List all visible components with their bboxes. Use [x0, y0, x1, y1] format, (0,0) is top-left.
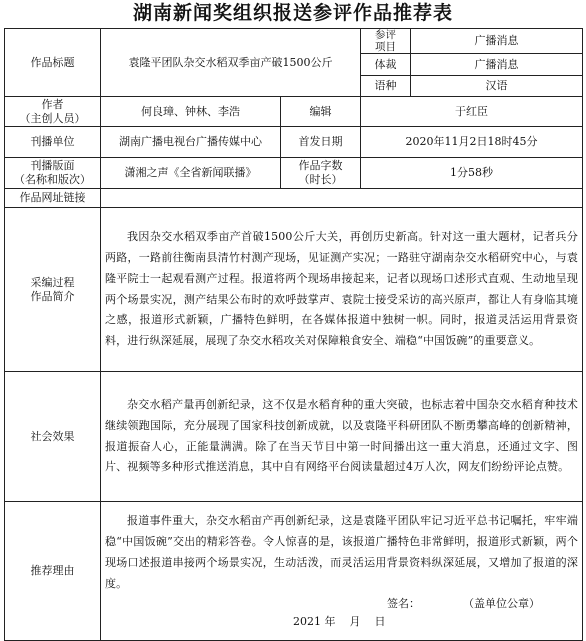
first-release-date-label: 首发日期 [281, 127, 361, 158]
length-value: 1分58秒 [361, 158, 583, 189]
recommendation-reason-text: 报道事件重大，杂交水稻亩产再创新纪录，这是袁隆平团队牢记习近平总书记嘱托，牢牢端稳“中国饭碗”交出的精彩答卷。令人惊喜的是，该报道广播特色非常鲜明，报道形式新颖，两个现场口述报道串接两个场景实况，生动活泼，而灵活运用背景资料纵深延展，又增加了报道的深度。 [105, 514, 578, 590]
row-process-summary [5, 208, 583, 372]
process-summary-label-text: 采编过程 作品简介 [30, 275, 75, 303]
recommendation-form [4, 28, 583, 641]
author-label-text: 作者 （主创人员） [19, 97, 86, 125]
signature-label: 签名： [387, 596, 420, 610]
social-effect-text: 杂交水稻产量再创新纪录，这不仅是水稻育种的重大突破，也标志着中国杂交水稻育种技术继续领跑国际，充分展现了国家科技创新成就，以及袁隆平科研团队不断勇攀高峰的创新精神，报道振奋人心，正能量满满。除了在当天节目中第一时间播出这一重大消息，还通过文字、图片、视频等多种形式推送消息，其中自有网络平台阅读量超过4万人次，网友们纷纷评论点赞。 [105, 397, 578, 474]
publisher-label: 刊播单位 [5, 127, 101, 158]
social-effect-label: 社会效果 [5, 372, 101, 502]
work-title-label: 作品标题 [5, 29, 101, 97]
length-label-text: 作品字数 （时长） [298, 159, 343, 186]
process-summary-text: 我因杂交水稻双季亩产首破1500公斤大关，再创历史新高。针对这一重大题材，记者兵分两路，一路前往衡南县清竹村测产现场，见证测产实况；一路驻守湖南杂交水稻研究中心，与袁隆平院士一起观看测产过程。报道将两个现场串接起来，记者以现场口述形式直观、生动地呈现两个场景实况，测产结果公布时的欢呼鼓掌声、袁院士接受采访的高兴原声，都让人有身临其境之感，报道形式新颖，广播特色鲜明，在各媒体报道中独树一帜。同时，报道灵活运用背景资料，进行纵深延展，展现了杂交水稻攻关对保障粮食安全、端稳“中国饭碗”的重要意义。 [105, 230, 578, 348]
page-title: 湖南新闻奖组织报送参评作品推荐表 [132, 2, 453, 24]
editor-label: 编辑 [281, 97, 361, 127]
author-value: 何良璋、钟林、李浩 [101, 97, 281, 127]
date-row [105, 615, 578, 631]
language-value: 汉语 [411, 76, 583, 97]
genre-label: 体裁 [361, 54, 411, 76]
row-recommendation [5, 502, 583, 641]
seal-note: （盖单位公章） [463, 596, 540, 610]
row-url [5, 189, 583, 208]
work-title-value: 袁隆平团队杂交水稻双季亩产破1500公斤 [101, 29, 361, 97]
first-release-date-value: 2020年11月2日18时45分 [361, 127, 583, 158]
edition-label [5, 158, 101, 189]
process-summary-cell [101, 208, 583, 372]
process-summary-label [5, 208, 101, 372]
edition-value: 潇湘之声《全省新闻联播》 [101, 158, 281, 189]
publisher-value: 湖南广播电视台广播传媒中心 [101, 127, 281, 158]
edition-label-text: 刊播版面 （名称和版次） [14, 159, 91, 186]
row-entry-category [5, 29, 583, 54]
recommendation-reason-label: 推荐理由 [5, 502, 101, 641]
editor-value: 于红臣 [361, 97, 583, 127]
social-effect-cell [101, 372, 583, 502]
author-label [5, 97, 101, 127]
signature-row [105, 595, 578, 615]
row-author [5, 97, 583, 127]
row-publisher [5, 127, 583, 158]
entry-category-value: 广播消息 [411, 29, 583, 54]
signature-date: 2021 年 月 日 [293, 614, 386, 628]
genre-value: 广播消息 [411, 54, 583, 76]
recommendation-cell [101, 502, 583, 641]
row-edition [5, 158, 583, 189]
row-social-effect [5, 372, 583, 502]
entry-category-label [361, 29, 411, 54]
language-label: 语种 [361, 76, 411, 97]
url-label: 作品网址链接 [5, 189, 101, 208]
entry-category-label-text: 参评 项目 [375, 29, 396, 53]
length-label [281, 158, 361, 189]
url-value [101, 189, 583, 208]
